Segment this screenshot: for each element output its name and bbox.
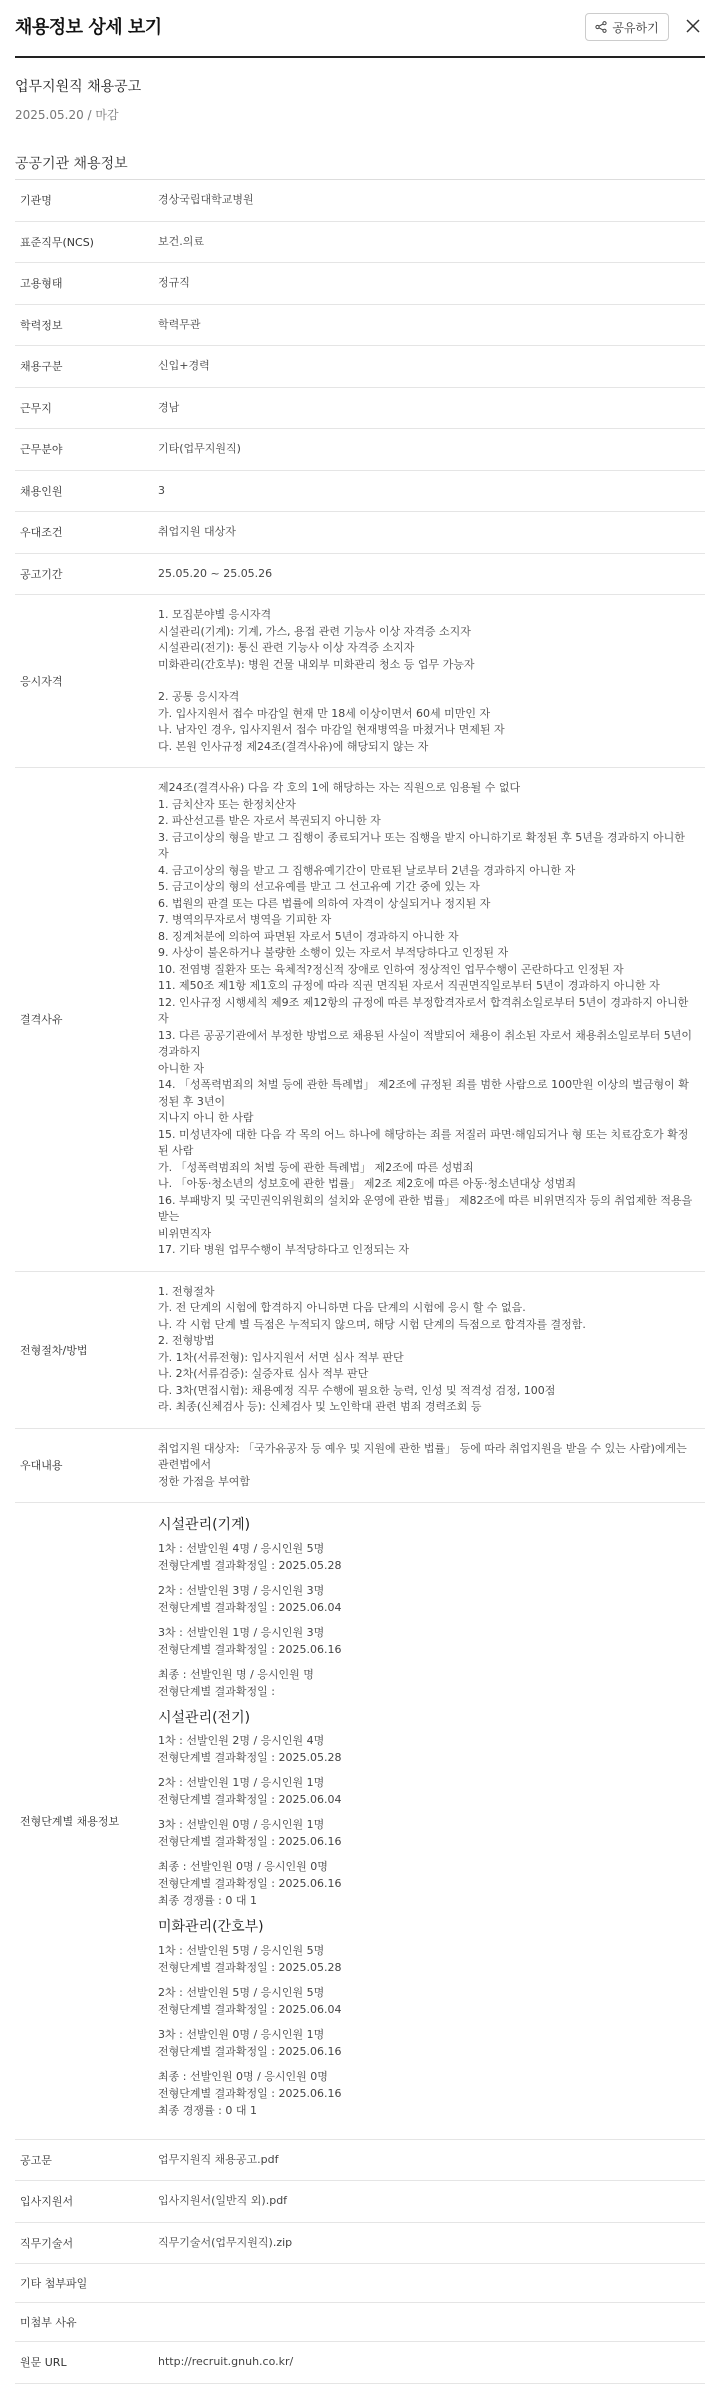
row-value bbox=[158, 1429, 705, 1503]
row-ncs bbox=[15, 222, 705, 264]
row-label: 직무기술서 bbox=[20, 2236, 74, 2250]
text-line: 2. 파산선고를 받은 자로서 복권되지 아니한 자 bbox=[158, 814, 381, 827]
row-value: 학력무관 bbox=[158, 317, 201, 331]
text-line: 7. 병역의무자로서 병역을 기피한 자 bbox=[158, 913, 332, 926]
text-line: 다. 3차(면접시험): 채용예정 직무 수행에 필요한 능력, 인성 및 적격성 검정, 100점 bbox=[158, 1383, 556, 1397]
text-line: 1. 전형절차 bbox=[158, 1284, 215, 1298]
row-label: 근무분야 bbox=[20, 443, 63, 457]
text-line: 13. 다른 공공기관에서 부정한 방법으로 채용된 사실이 적발되어 채용이 취소된 자로서 채용취소일로부터 5년이 경과하지 bbox=[158, 1028, 692, 1058]
row-label: 결격사유 bbox=[20, 1013, 63, 1027]
stage-line: 2차 : 선발인원 3명 / 응시인원 3명 bbox=[158, 1583, 325, 1597]
text-line: 나. 각 시험 단계 별 득점은 누적되지 않으며, 해당 시험 단계의 득점으로 합격자를 결정함. bbox=[158, 1317, 586, 1331]
row-benefit bbox=[15, 1429, 705, 1504]
stage-line: 2차 : 선발인원 1명 / 응시인원 1명 bbox=[158, 1776, 325, 1789]
row-label: 고용형태 bbox=[20, 277, 63, 291]
job-heading bbox=[0, 58, 720, 123]
stage-item bbox=[158, 1540, 695, 1574]
row-other-files bbox=[15, 2264, 705, 2303]
row-label: 기타 첨부파일 bbox=[20, 2277, 88, 2290]
text-line: 나. 2차(서류검증): 실증자료 심사 적부 판단 bbox=[158, 1367, 369, 1380]
group-title: 시설관리(기계) bbox=[158, 1517, 251, 1533]
stage-line: 최종 : 선발인원 0명 / 응시인원 0명 bbox=[158, 2069, 328, 2083]
text-line: 비위면직자 bbox=[158, 1226, 212, 1240]
row-label: 전형단계별 채용정보 bbox=[20, 1814, 120, 1828]
stage-line: 전형단계별 결과확정일 : 2025.06.16 bbox=[158, 2086, 342, 2100]
row-label: 기관명 bbox=[20, 194, 52, 208]
text-line: 취업지원 대상자: 「국가유공자 등 예우 및 지원에 관한 법률」 등에 따라 취업지원을 받을 수 있는 사람)에게는 관련법에서 bbox=[158, 1441, 687, 1471]
application-file-link[interactable]: 입사지원서(일반직 외).pdf bbox=[158, 2194, 288, 2207]
stage-line: 1차 : 선발인원 5명 / 응시인원 5명 bbox=[158, 1943, 325, 1957]
stage-line: 최종 경쟁률 : 0 대 1 bbox=[158, 2103, 257, 2117]
row-value bbox=[158, 2303, 705, 2341]
text-line: 2. 전형방법 bbox=[158, 1334, 215, 1347]
row-employment-type bbox=[15, 263, 705, 305]
row-label: 공고문 bbox=[20, 2153, 52, 2167]
stage-line: 2차 : 선발인원 5명 / 응시인원 5명 bbox=[158, 1985, 325, 1999]
text-line: 9. 사상이 불온하거나 불량한 소행이 있는 자로서 부적당하다고 인정된 자 bbox=[158, 946, 509, 959]
row-label: 표준직무(NCS) bbox=[20, 235, 94, 249]
row-value: 경상국립대학교병원 bbox=[158, 193, 254, 206]
text-line: 제24조(결격사유) 다음 각 호의 1에 해당하는 자는 직원으로 임용될 수 없다 bbox=[158, 781, 521, 794]
source-url-link[interactable]: http://recruit.gnuh.co.kr/ bbox=[158, 2355, 294, 2368]
text-line: 1. 모집분야별 응시자격 bbox=[158, 608, 272, 621]
text-line: 나. 남자인 경우, 입사지원서 접수 마감일 현재병역을 마쳤거나 면제된 자 bbox=[158, 723, 505, 736]
row-label: 채용구분 bbox=[20, 360, 63, 374]
text-line: 14. 「성폭력범죄의 처벌 등에 관한 특례법」 제2조에 규정된 죄를 범한 사람으로 100만원 이상의 벌금형이 확정된 후 3년이 bbox=[158, 1078, 689, 1108]
stage-line: 1차 : 선발인원 2명 / 응시인원 4명 bbox=[158, 1734, 325, 1747]
stage-line: 전형단계별 결과확정일 : bbox=[158, 1684, 275, 1698]
text-line: 16. 부패방지 및 국민권익위원회의 설치와 운영에 관한 법률」 제82조에 따른 비위면직자 등의 취업제한 적용을 받는 bbox=[158, 1193, 693, 1223]
text-line: 8. 징계처분에 의하여 파면된 자로서 5년이 경과하지 아니한 자 bbox=[158, 929, 459, 943]
text-line: 11. 제50조 제1항 제1호의 규정에 따라 직권 면직된 자로서 직권면직일로부터 5년이 경과하지 아니한 자 bbox=[158, 979, 660, 992]
stage-line: 최종 : 선발인원 명 / 응시인원 명 bbox=[158, 1667, 314, 1681]
row-hire-type bbox=[15, 346, 705, 388]
group-title: 미화관리(간호부) bbox=[158, 1919, 264, 1935]
text-line: 1. 금치산자 또는 한정치산자 bbox=[158, 797, 296, 811]
text-line: 시설관리(전기): 통신 관련 기능사 이상 자격증 소지자 bbox=[158, 641, 415, 654]
stage-item bbox=[158, 1858, 695, 1909]
row-value bbox=[158, 1272, 705, 1428]
row-job-desc-file bbox=[15, 2223, 705, 2265]
stage-line: 1차 : 선발인원 4명 / 응시인원 5명 bbox=[158, 1541, 325, 1555]
text-line: 가. 1차(서류전형): 입사지원서 서면 심사 적부 판단 bbox=[158, 1350, 404, 1364]
close-icon bbox=[685, 18, 701, 34]
row-label: 우대내용 bbox=[20, 1459, 63, 1473]
row-value: 경남 bbox=[158, 400, 180, 414]
stage-line: 3차 : 선발인원 1명 / 응시인원 3명 bbox=[158, 1625, 325, 1639]
text-line: 라. 최종(신체검사 등): 신체검사 및 노인학대 관련 범죄 경력조회 등 bbox=[158, 1400, 482, 1413]
stage-item bbox=[158, 2026, 695, 2060]
text-line: 가. 전 단계의 시험에 합격하지 아니하면 다음 단계의 시험에 응시 할 수 없음. bbox=[158, 1301, 526, 1314]
row-preference bbox=[15, 512, 705, 554]
text-line: 3. 금고이상의 형을 받고 그 집행이 종료되거나 또는 집행을 받지 아니하기로 확정된 후 5년을 경과하지 아니한 자 bbox=[158, 830, 685, 860]
row-period bbox=[15, 554, 705, 596]
stage-item bbox=[158, 1984, 695, 2018]
job-desc-file-link[interactable]: 직무기술서(업무지원직).zip bbox=[158, 2235, 293, 2249]
text-line: 12. 인사규정 시행세칙 제9조 제12항의 규정에 따른 부정합격자로서 합격취소일로부터 5년이 경과하지 아니한 자 bbox=[158, 995, 689, 1025]
row-no-attach-reason bbox=[15, 2303, 705, 2342]
text-line: 가. 입사지원서 접수 마감일 현재 만 18세 이상이면서 60세 미만인 자 bbox=[158, 706, 491, 720]
row-field bbox=[15, 429, 705, 471]
row-value bbox=[158, 768, 705, 1271]
group-title: 시설관리(전기) bbox=[158, 1709, 251, 1726]
row-stage-info bbox=[15, 1503, 705, 2140]
spacer bbox=[158, 673, 695, 689]
stage-line: 최종 : 선발인원 0명 / 응시인원 0명 bbox=[158, 1860, 328, 1873]
row-label: 전형절차/방법 bbox=[20, 1343, 88, 1357]
row-value: 보건.의료 bbox=[158, 234, 205, 248]
text-line: 아니한 자 bbox=[158, 1061, 205, 1075]
stage-item bbox=[158, 1624, 695, 1658]
stage-line: 3차 : 선발인원 0명 / 응시인원 1명 bbox=[158, 2027, 325, 2041]
row-label: 근무지 bbox=[20, 401, 52, 415]
stage-line: 전형단계별 결과확정일 : 2025.06.04 bbox=[158, 2002, 342, 2016]
row-label: 응시자격 bbox=[20, 675, 63, 688]
row-disqualification bbox=[15, 768, 705, 1272]
row-label: 입사지원서 bbox=[20, 2195, 74, 2209]
text-line: 시설관리(기계): 기계, 가스, 용접 관련 기능사 이상 자격증 소지자 bbox=[158, 624, 471, 638]
text-line: 15. 미성년자에 대한 다음 각 목의 어느 하나에 해당하는 죄를 저질러 파면·해임되거나 형 또는 치료감호가 확정된 사람 bbox=[158, 1127, 689, 1157]
stage-line: 전형단계별 결과확정일 : 2025.05.28 bbox=[158, 1558, 342, 1572]
page-header bbox=[15, 0, 705, 58]
stage-line: 전형단계별 결과확정일 : 2025.06.04 bbox=[158, 1600, 342, 1614]
stage-line: 전형단계별 결과확정일 : 2025.06.16 bbox=[158, 1642, 342, 1656]
text-line: 정한 가점을 부여함 bbox=[158, 1474, 251, 1488]
stage-line: 전형단계별 결과확정일 : 2025.06.04 bbox=[158, 1793, 342, 1806]
job-date-status: 2025.05.20 / 마감 bbox=[15, 108, 119, 122]
row-value bbox=[158, 1503, 705, 2139]
row-notice-file bbox=[15, 2140, 705, 2182]
share-button[interactable] bbox=[585, 13, 669, 41]
text-line: 가. 「성폭력범죄의 처벌 등에 관한 특례법」 제2조에 따른 성범죄 bbox=[158, 1160, 474, 1174]
stage-item bbox=[158, 1732, 695, 1766]
stage-item bbox=[158, 1942, 695, 1976]
row-label: 공고기간 bbox=[20, 567, 63, 581]
page-title: 채용정보 상세 보기 bbox=[15, 17, 162, 38]
row-value: 기타(업무지원직) bbox=[158, 442, 241, 455]
row-value: 정규직 bbox=[158, 276, 190, 289]
text-line: 4. 금고이상의 형을 받고 그 집행유예기간이 만료된 날로부터 2년을 경과하지 아니한 자 bbox=[158, 863, 576, 877]
stage-line: 전형단계별 결과확정일 : 2025.06.16 bbox=[158, 1877, 342, 1890]
row-label: 원문 URL bbox=[20, 2356, 67, 2370]
row-label: 채용인원 bbox=[20, 484, 63, 498]
share-icon bbox=[595, 21, 607, 33]
text-line: 5. 금고이상의 형의 선고유예를 받고 그 선고유예 기간 중에 있는 자 bbox=[158, 880, 480, 893]
stage-line: 전형단계별 결과확정일 : 2025.06.16 bbox=[158, 1835, 342, 1848]
stage-item bbox=[158, 1816, 695, 1850]
row-agency bbox=[15, 180, 705, 222]
job-title: 업무지원직 채용공고 bbox=[15, 79, 142, 95]
stage-line: 전형단계별 결과확정일 : 2025.05.28 bbox=[158, 1751, 342, 1764]
share-button-label: 공유하기 bbox=[612, 20, 659, 35]
close-button[interactable] bbox=[681, 14, 705, 38]
stage-line: 전형단계별 결과확정일 : 2025.05.28 bbox=[158, 1960, 342, 1974]
row-value: 취업지원 대상자 bbox=[158, 525, 236, 538]
stage-item bbox=[158, 1774, 695, 1808]
stage-item bbox=[158, 2068, 695, 2119]
row-source-url bbox=[15, 2342, 705, 2384]
text-line: 17. 기타 병원 업무수행이 부적당하다고 인정되는 자 bbox=[158, 1243, 409, 1256]
row-procedure bbox=[15, 1272, 705, 1429]
row-value bbox=[158, 2264, 705, 2302]
row-education bbox=[15, 305, 705, 347]
row-headcount bbox=[15, 471, 705, 513]
row-value bbox=[158, 595, 705, 767]
row-value: 신입+경력 bbox=[158, 359, 210, 372]
text-line: 2. 공통 응시자격 bbox=[158, 690, 240, 703]
stage-item bbox=[158, 1582, 695, 1616]
info-table bbox=[15, 179, 705, 2384]
row-qualification bbox=[15, 595, 705, 768]
notice-file-link[interactable]: 업무지원직 채용공고.pdf bbox=[158, 2152, 279, 2166]
row-label: 우대조건 bbox=[20, 526, 63, 540]
row-label: 미첨부 사유 bbox=[20, 2316, 77, 2329]
stage-line: 전형단계별 결과확정일 : 2025.06.16 bbox=[158, 2044, 342, 2058]
row-location bbox=[15, 388, 705, 430]
row-value: 3 bbox=[158, 483, 165, 497]
row-value: 25.05.20 ~ 25.05.26 bbox=[158, 566, 273, 580]
text-line: 지나지 아니 한 사람 bbox=[158, 1111, 254, 1124]
section-title: 공공기관 채용정보 bbox=[15, 156, 128, 172]
text-line: 6. 법원의 판결 또는 다른 법률에 의하여 자격이 상실되거나 정지된 자 bbox=[158, 896, 491, 910]
text-line: 10. 전염병 질환자 또는 육체적?정신적 장애로 인하여 정상적인 업무수행이 곤란하다고 인정된 자 bbox=[158, 962, 624, 976]
text-line: 다. 본원 인사규정 제24조(결격사유)에 해당되지 않는 자 bbox=[158, 739, 429, 753]
row-application-file bbox=[15, 2181, 705, 2223]
stage-line: 최종 경쟁률 : 0 대 1 bbox=[158, 1894, 257, 1907]
stage-line: 3차 : 선발인원 0명 / 응시인원 1명 bbox=[158, 1818, 325, 1831]
stage-item bbox=[158, 1666, 695, 1700]
text-line: 나. 「아동·청소년의 성보호에 관한 법률」 제2조 제2호에 따른 아동·청소년대상 성범죄 bbox=[158, 1177, 576, 1190]
row-label: 학력정보 bbox=[20, 318, 63, 332]
text-line: 미화관리(간호부): 병원 건물 내외부 미화관리 청소 등 업무 가능자 bbox=[158, 657, 475, 671]
